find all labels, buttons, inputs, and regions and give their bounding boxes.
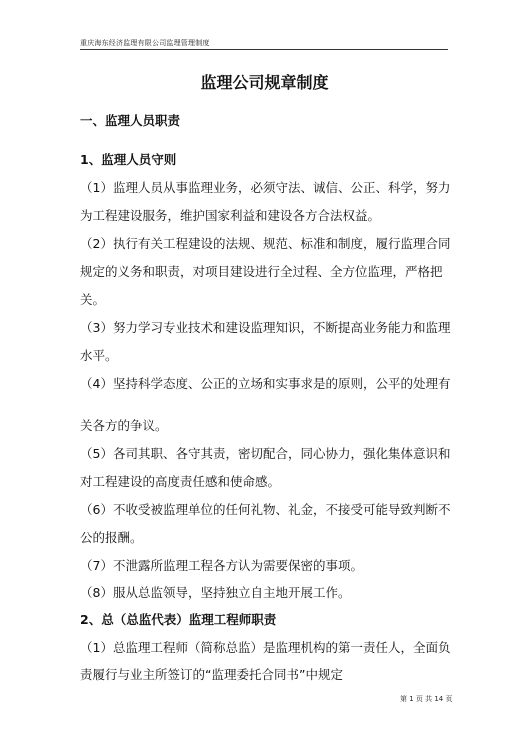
section-heading: 一、监理人员职责 [80,113,181,128]
document-title: 监理公司规章制度 [200,73,329,92]
paragraph-line: （7）不泄露所监理工程各方认为需要保密的事项。 [80,558,363,573]
page-number: 第 1 页 共 14 页 [400,695,453,703]
paragraph-line: （5）各司其职、各守其责，密切配合，同心协力，强化集体意识和 [80,446,451,461]
paragraph-line: （8）服从总监领导，坚持独立自主地开展工作。 [80,585,351,600]
paragraph-line: （6）不收受被监理单位的任何礼物、礼金，不接受可能导致判断不 [80,502,451,517]
paragraph-line: 为工程建设服务，维护国家利益和建设各方合法权益。 [80,208,381,223]
page-header: 重庆海东经济监理有限公司监理管理制度 [80,39,210,47]
subsection-heading: 1、监理人员守则 [80,152,177,167]
paragraph-line: 关。 [80,292,106,307]
subsection-heading: 2、总（总监代表）监理工程师职责 [80,612,277,627]
header-divider [80,49,448,50]
paragraph-line: （2）执行有关工程建设的法规、规范、标准和制度，履行监理合同 [80,236,451,251]
paragraph-line: （3）努力学习专业技术和建设监理知识，不断提高业务能力和监理 [80,320,451,335]
paragraph-line: 关各方的争议。 [80,418,168,433]
paragraph-line: 公的报酬。 [80,530,143,545]
paragraph-line: （4）坚持科学态度、公正的立场和实事求是的原则，公平的处理有 [80,376,451,391]
paragraph-line: 水平。 [80,348,118,363]
paragraph-line: （1）总监理工程师（简称总监）是监理机构的第一责任人，全面负 [80,640,451,655]
paragraph-line: 规定的义务和职责，对项目建设进行全过程、全方位监理，严格把 [80,264,443,279]
paragraph-line: （1）监理人员从事监理业务，必须守法、诚信、公正、科学，努力 [80,180,451,195]
paragraph-line: 责履行与业主所签订的“监理委托合同书”中规定 [80,667,343,682]
paragraph-line: 对工程建设的高度责任感和使命感。 [80,474,281,489]
